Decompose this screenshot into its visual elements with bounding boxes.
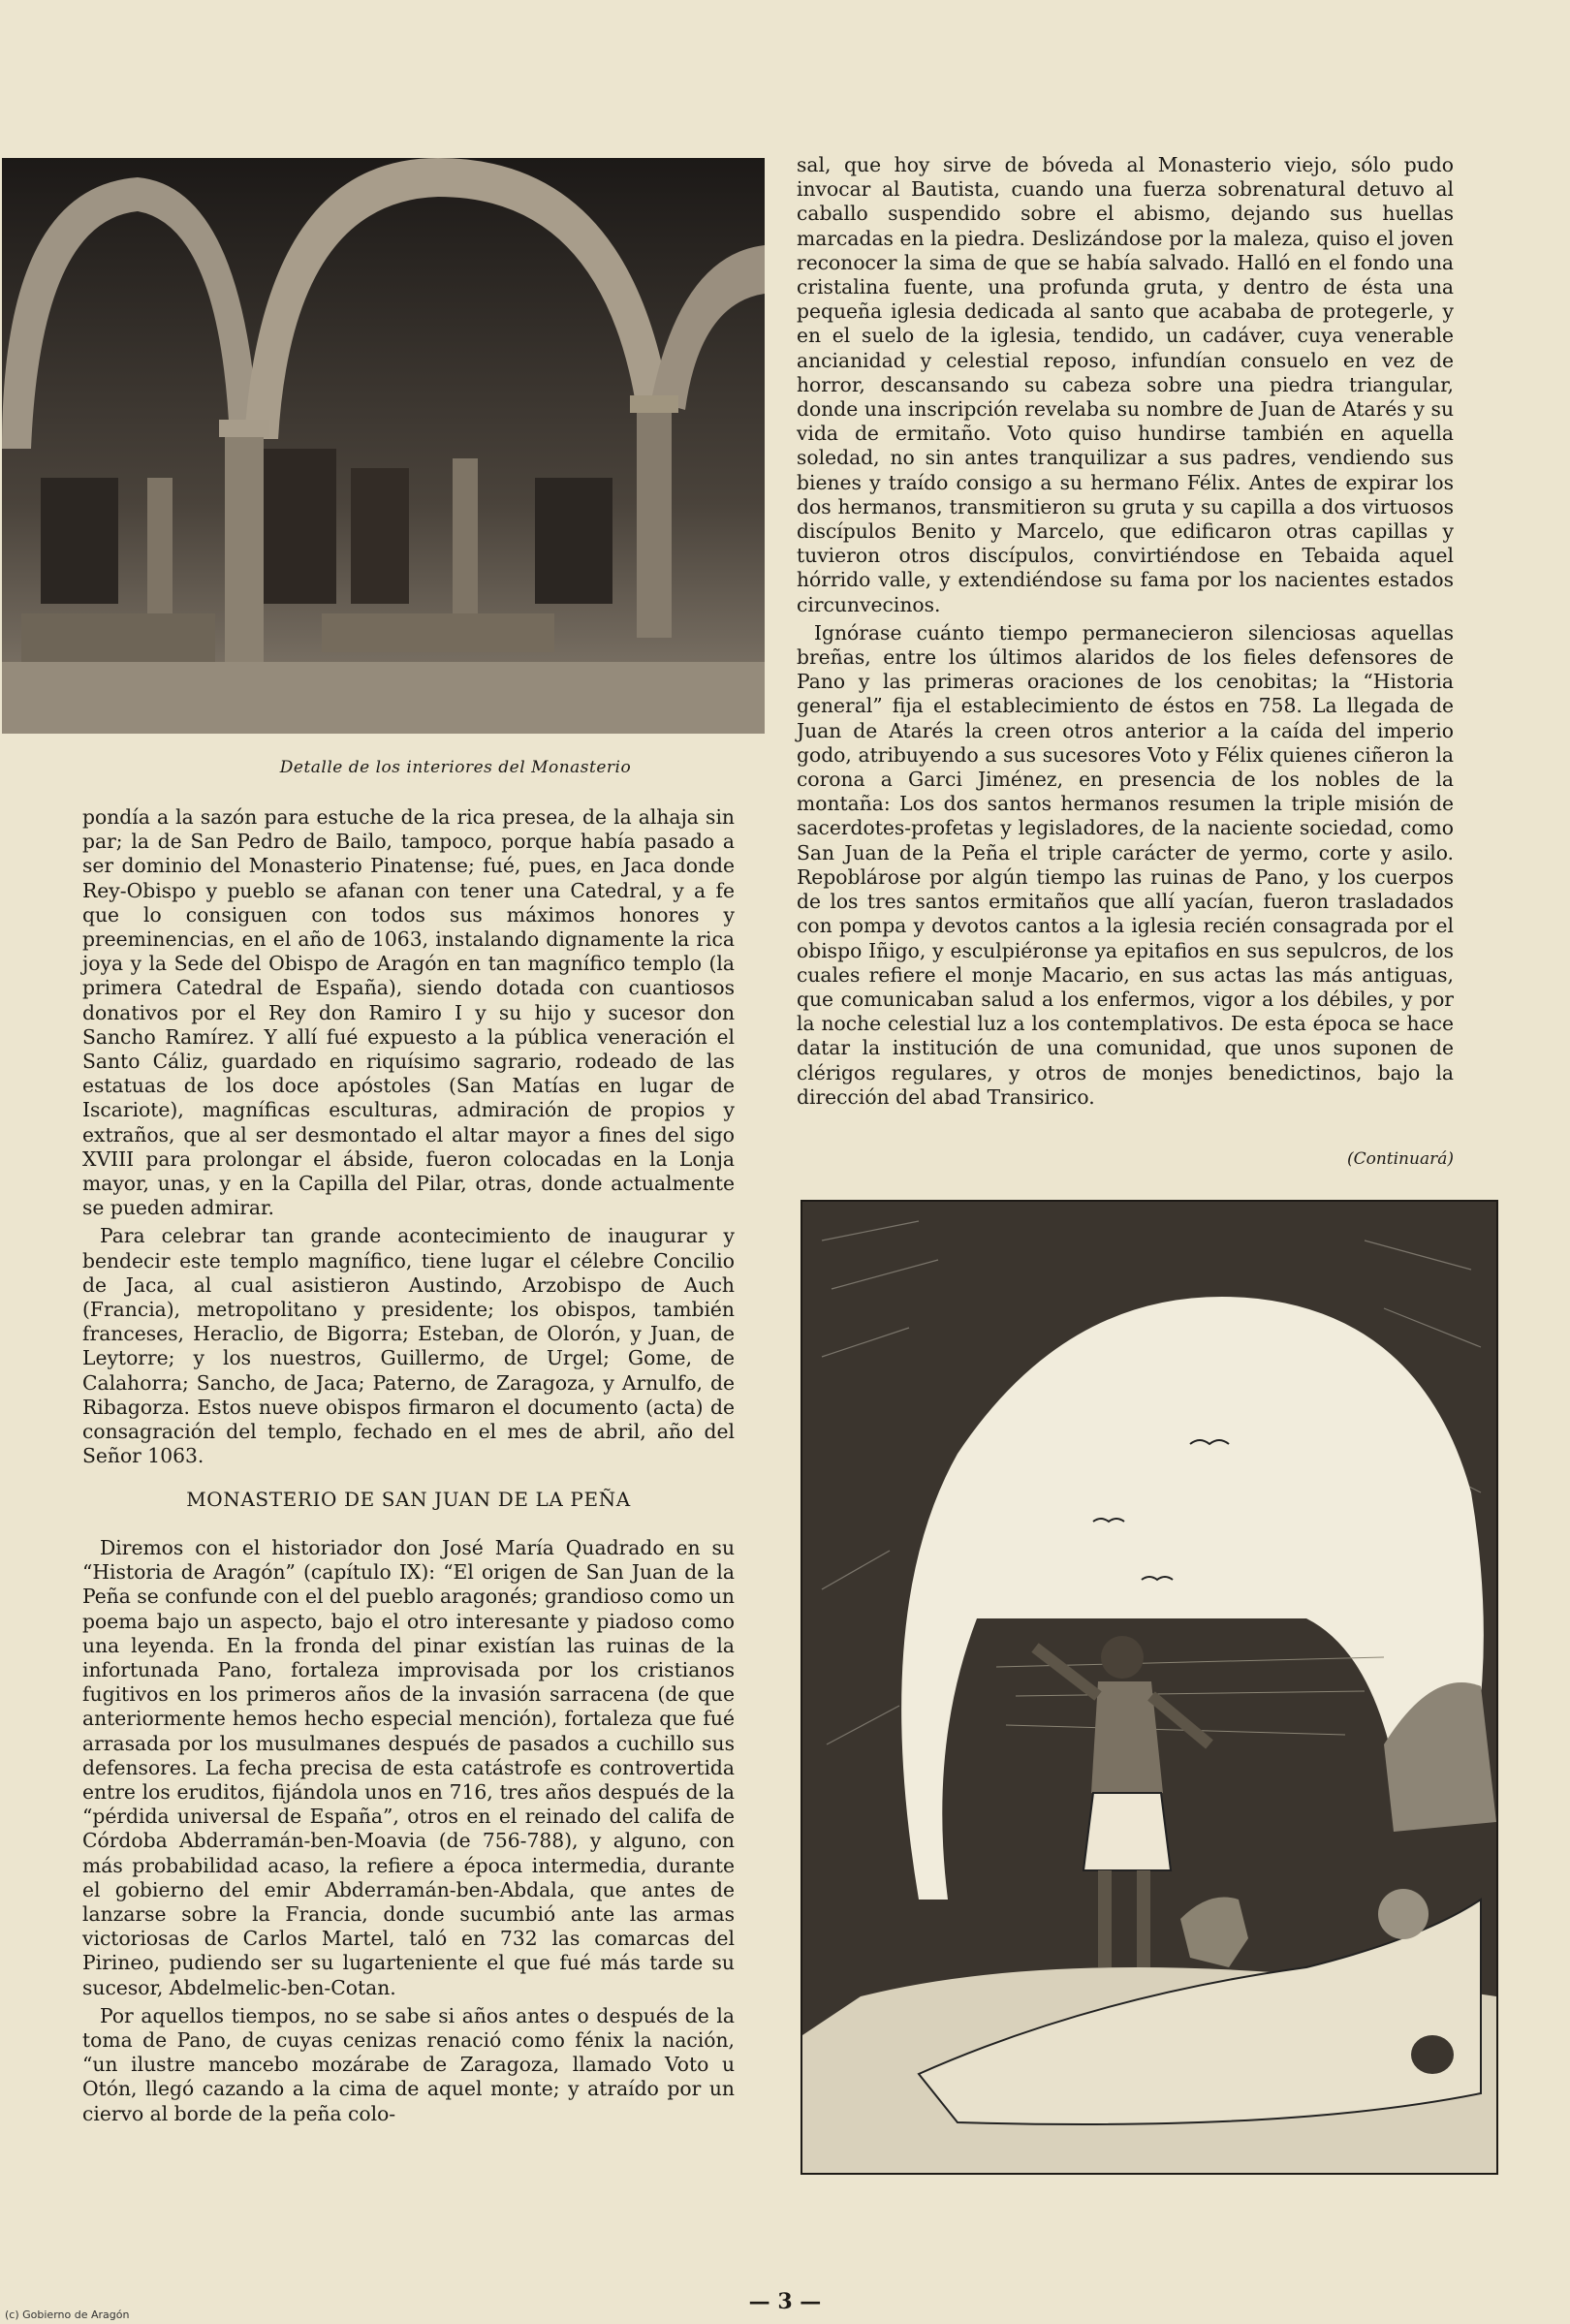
page-number: — 3 —	[748, 2289, 822, 2314]
cave-illustration	[801, 1200, 1498, 2175]
paragraph: pondía a la sazón para estuche de la rica presea, de la alhaja sin par; la de San Pedro de Bailo, tampoco, porque había pasado a ser dominio del Monasterio Pinatense; fué, pues, en Jaca donde Rey-Obispo y pueblo se afanan con tener una Catedral, y a fe que lo consiguen con todos sus máximos honores y preeminencias, en el año de 1063, instalando dignamente la rica joya y la Sede del Obispo de Aragón en tan magnífico templo (la primera Catedral de España), siendo dotada con cuantiosos donativos por el Rey don Ramiro I y su hijo y sucesor don Sancho Ramírez. Y allí fué expuesto a la pública veneración el Santo Cáliz, guardado en riquísimo sagrario, rodeado de las estatuas de los doce apóstoles (San Matías en lugar de Iscariote), magníficas esculturas, admiración de propios y extraños, que al ser desmontado el altar mayor a fines del sigo XVIII para prolongar el ábside, fueron colocadas en la Lonja mayor, unas, y en la Capilla del Pilar, otras, donde actualmente se pueden admirar.	[82, 805, 735, 1220]
copyright-notice: (c) Gobierno de Aragón	[5, 2308, 130, 2321]
section-title: MONASTERIO DE SAN JUAN DE LA PEÑA	[186, 1488, 631, 1511]
left-column-top	[82, 805, 735, 1468]
paragraph: sal, que hoy sirve de bóveda al Monasterio viejo, sólo pudo invocar al Bautista, cuando una fuerza sobrenatural detuvo al caballo suspendido sobre el abismo, dejando sus huellas marcadas en la piedra. Deslizándose por la maleza, quiso el joven reconocer la sima de que se había salvado. Halló en el fondo una cristalina fuente, una profunda gruta, y dentro de ésta una pequeña iglesia dedicada al santo que acababa de protegerle, y en el suelo de la iglesia, tendido, un cadáver, cuya venerable ancianidad y celestial reposo, infundían consuelo en vez de horror, descansando su cabeza sobre una piedra triangular, donde una inscripción revelaba su nombre de Juan de Atarés y su vida de ermitaño. Voto quiso hundirse también en aquella soledad, no sin antes tranquilizar a sus padres, vendiendo sus bienes y traído consigo a su hermano Félix. Antes de expirar los dos hermanos, transmitieron su gruta y su capilla a dos virtuosos discípulos Benito y Marcelo, que edificaron otras capillas y tuvieron otros discípulos, convirtiéndose en Tebaida aquel hórrido valle, y extendiéndose su fama por los nacientes estados circunvecinos.	[797, 153, 1454, 616]
continuara-note: (Continuará)	[1346, 1149, 1454, 1169]
paragraph: Para celebrar tan grande acontecimiento de inaugurar y bendecir este templo magnífico, tiene lugar el célebre Concilio de Jaca, al cual asistieron Austindo, Arzobispo de Auch (Francia), metropolitano y presidente; los obispos, también franceses, Heraclio, de Bigorra; Esteban, de Olorón, y Juan, de Leytorre; y los nuestros, Guillermo, de Urgel; Gome, de Calahorra; Sancho, de Jaca; Paterno, de Zaragoza, y Arnulfo, de Ribagorza. Estos nueve obispos firmaron el documento (acta) de consagración del templo, fechado en el mes de abril, año del Señor 1063.	[82, 1224, 735, 1468]
paragraph: Diremos con el historiador don José María Quadrado en su “Historia de Aragón” (capítulo IX): “El origen de San Juan de la Peña se confunde con el del pueblo aragonés; grandioso como un poema bajo un aspecto, bajo el otro interesante y piadoso como una leyenda. En la fronda del pinar existían las ruinas de la infortunada Pano, fortaleza improvisada por los cristianos fugitivos en los primeros años de la invasión sarracena (de que anteriormente hemos hecho especial mención), fortaleza que fué arrasada por los musulmanes después de pasados a cuchillo sus defensores. La fecha precisa de esta catástrofe es controvertida entre los eruditos, fijándola unos en 716, tres años después de la “pérdida universal de España”, otros en el reinado del califa de Córdoba Abderramán-ben-Moavia (de 756-788), y alguno, con más probabilidad acaso, la refiere a época intermedia, durante el gobierno del emir Abderramán-ben-Abdala, que antes de lanzarse sobre la Francia, donde sucumbió ante las armas victoriosas de Carlos Martel, taló en 732 las comarcas del Pirineo, pudiendo ser su lugarteniente el que fué más tarde su sucesor, Abdelmelic-ben-Cotan.	[82, 1536, 735, 1999]
left-column-bottom	[82, 1536, 735, 2126]
right-column	[797, 153, 1454, 1110]
photo-caption: Detalle de los interiores del Monasterio	[279, 758, 632, 777]
paragraph: Por aquellos tiempos, no se sabe si años antes o después de la toma de Pano, de cuyas cenizas renació como fénix la nación, “un ilustre mancebo mozárabe de Zaragoza, llamado Voto u Otón, llegó cazando a la cima de aquel monte; y atraído por un ciervo al borde de la peña colo-	[82, 2003, 735, 2125]
monastery-interior-photo	[2, 158, 765, 734]
paragraph: Ignórase cuánto tiempo permanecieron silenciosas aquellas breñas, entre los últimos alaridos de los fieles defensores de Pano y las primeras oraciones de los cenobitas; la “Historia general” fija el establecimiento de éstos en 758. La llegada de Juan de Atarés la creen otros anterior a la caída del imperio godo, atribuyendo a sus sucesores Voto y Félix quienes ciñeron la corona a Garci Jiménez, en presencia de los nobles de la montaña: Los dos santos hermanos resumen la triple misión de sacerdotes-profetas y legisladores, de la naciente sociedad, como San Juan de la Peña el triple carácter de yermo, corte y asilo. Repoblárose por algún tiempo las ruinas de Pano, y los cuerpos de los tres santos ermitaños que allí yacían, fueron trasladados con pompa y devotos cantos a la iglesia recién consagrada por el obispo Iñigo, y esculpiéronse ya epitafios en sus sepulcros, de los cuales refiere el monje Macario, en sus actas las más antiguas, que comunicaban salud a los enfermos, vigor a los débiles, y por la noche celestial luz a los contemplativos. De esta época se hace datar la institución de una comunidad, que unos suponen de clérigos regulares, y otros de monjes benedictinos, bajo la dirección del abad Transirico.	[797, 620, 1454, 1109]
